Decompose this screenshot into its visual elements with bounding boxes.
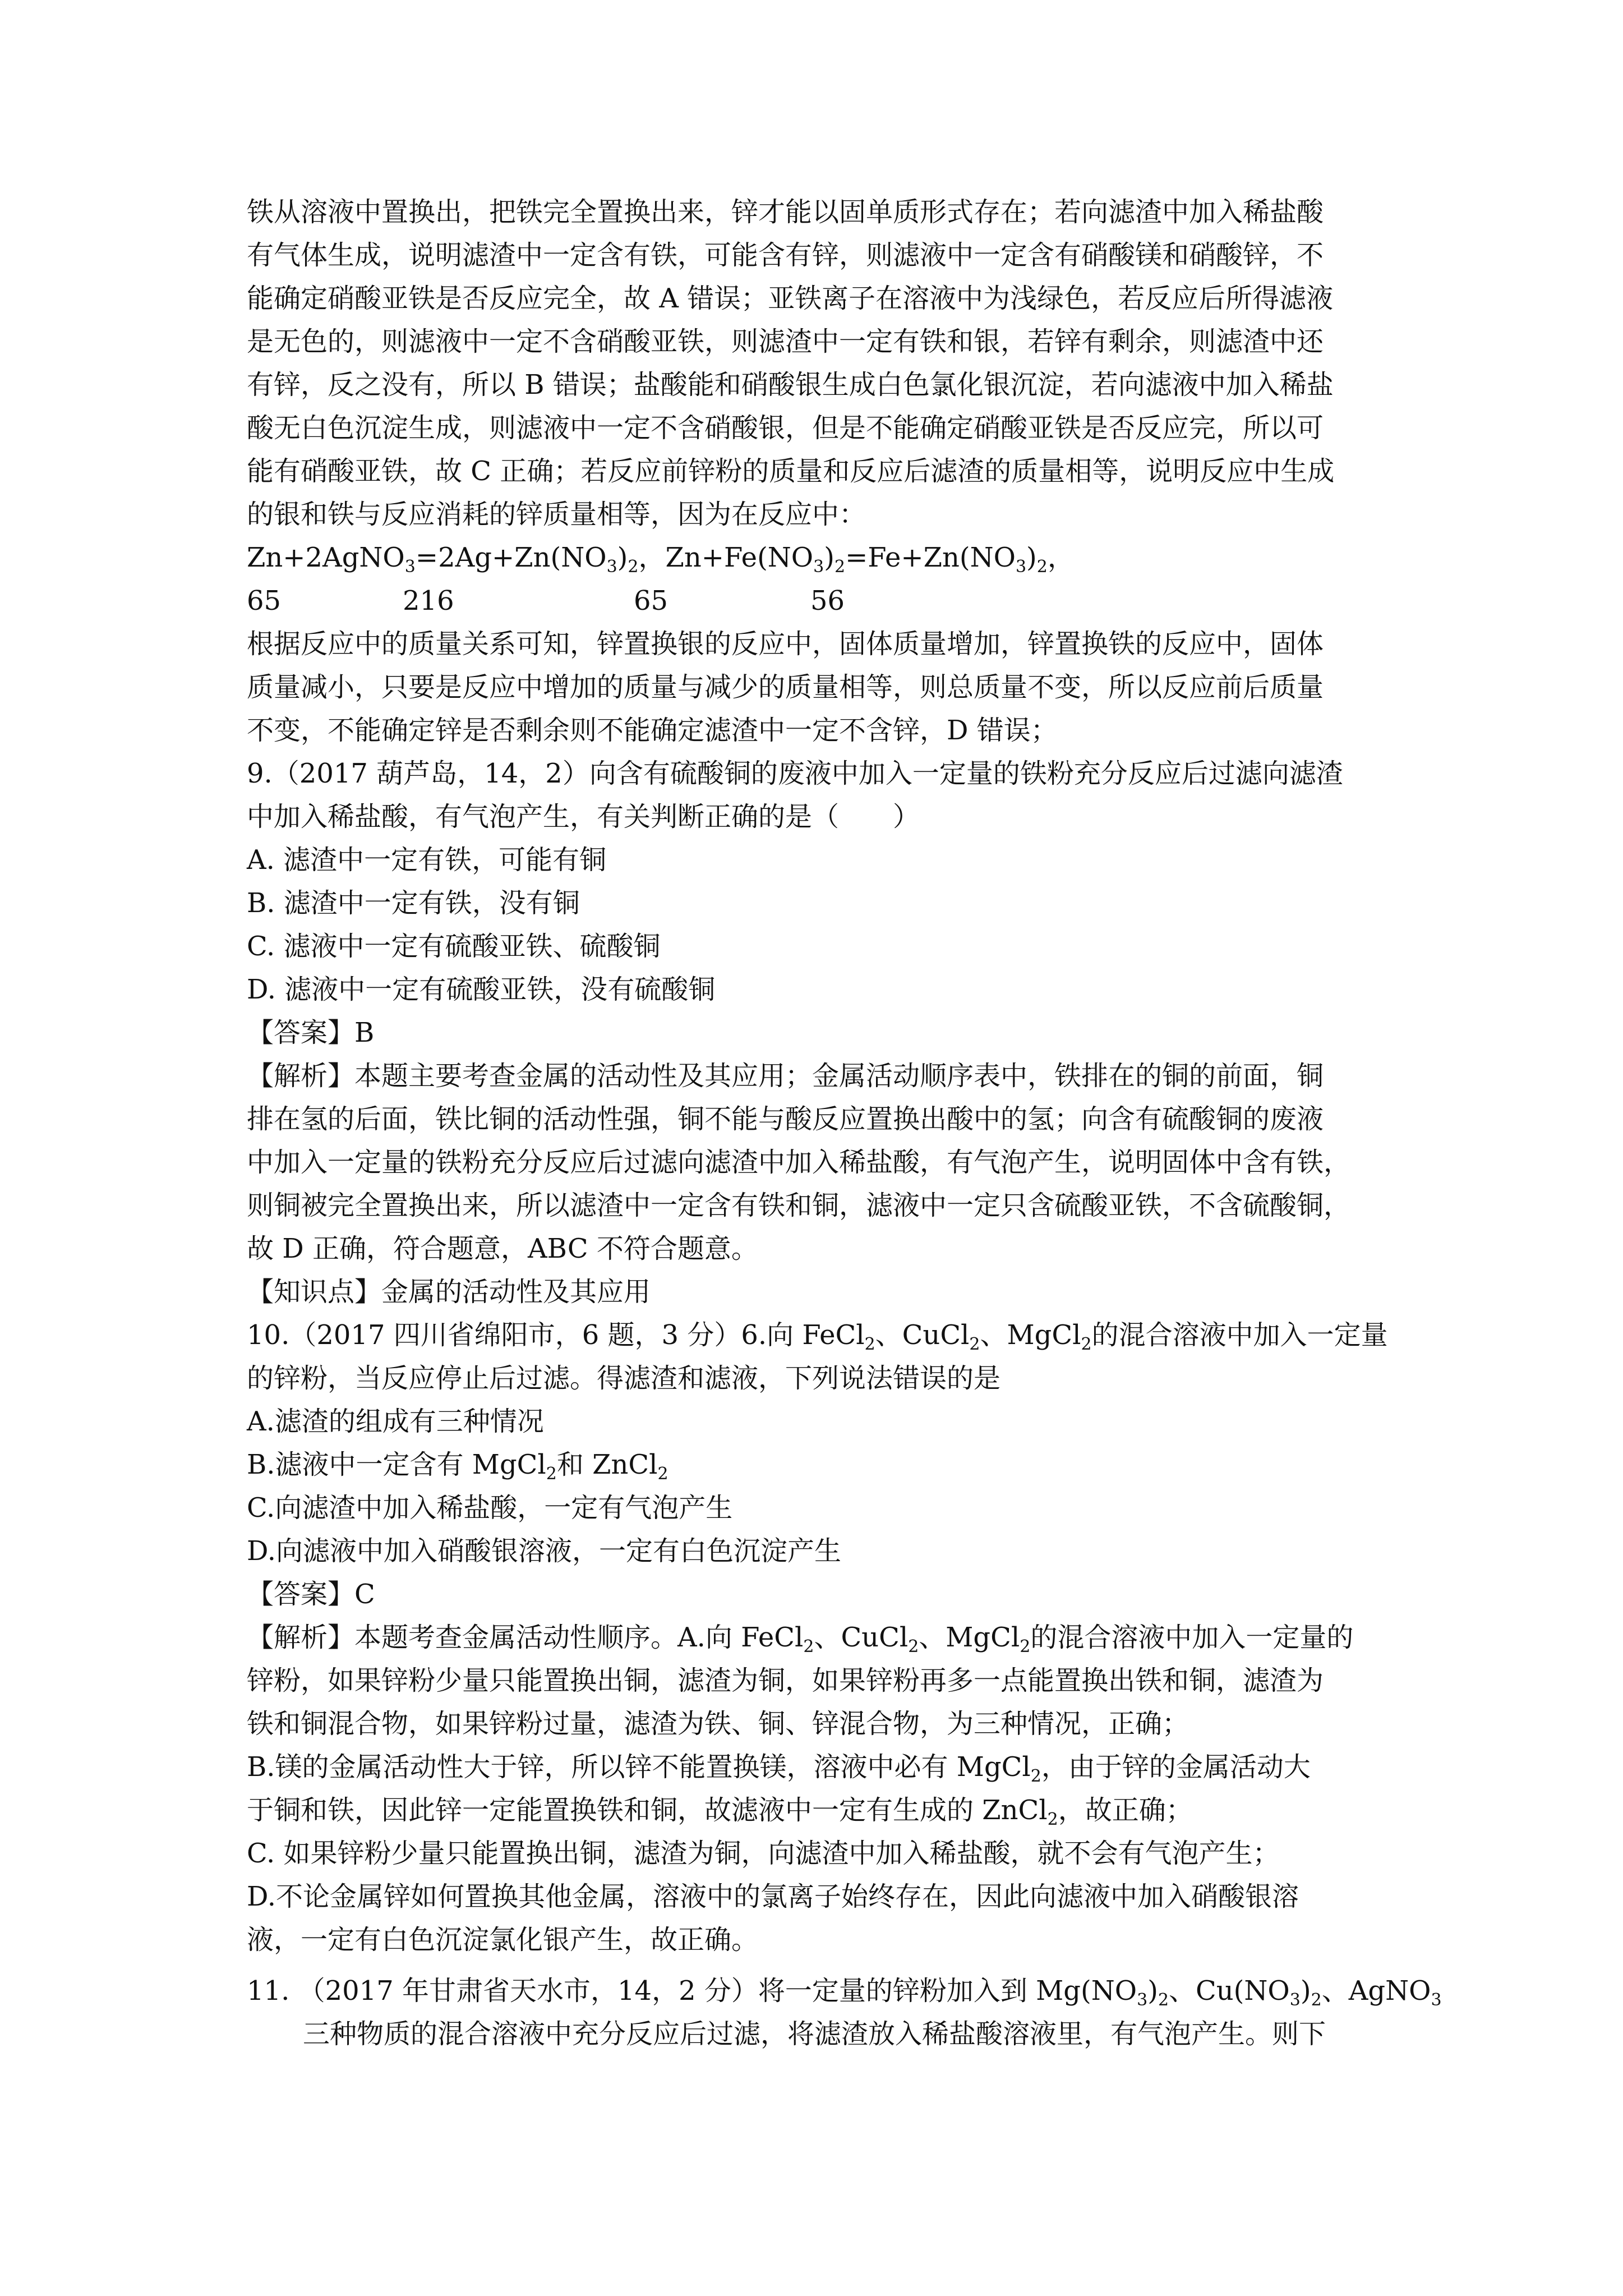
- text-line: 的银和铁与反应消耗的锌质量相等，因为在反应中：: [247, 499, 866, 530]
- mass-relation: [247, 579, 1396, 623]
- reaction-equation: $Zn+2AgNO_3=2Ag+Zn(NO_3)_2$，$Zn+Fe(NO_3)_2=Fe+Zn(NO_3)_2$，: [247, 542, 1075, 577]
- knowledge-point: 【知识点】金属的活动性及其应用: [247, 1276, 651, 1308]
- option-c: C. 滤液中一定有硫酸亚铁、硫酸铜: [247, 931, 661, 962]
- mass-value: 56: [810, 585, 845, 616]
- document-page: [247, 191, 1442, 2056]
- analysis-line: 液，一定有白色沉淀氯化银产生，故正确。: [247, 1924, 759, 1955]
- analysis-line: 【解析】本题主要考查金属的活动性及其应用；金属活动顺序表中，铁排在的铜的前面，铜: [247, 1060, 1324, 1092]
- question-stem: 9.（2017 葫芦岛，14，2）向含有硫酸铜的废液中加入一定量的铁粉充分反应后过滤向滤渣: [247, 758, 1343, 789]
- answer: 【答案】C: [247, 1579, 375, 1610]
- analysis-line: C. 如果锌粉少量只能置换出铜，滤渣为铜，向滤渣中加入稀盐酸，就不会有气泡产生；: [247, 1838, 1280, 1869]
- question-10: [247, 1314, 1396, 1962]
- text-line: 根据反应中的质量关系可知，锌置换银的反应中，固体质量增加，锌置换铁的反应中，固体: [247, 628, 1324, 660]
- mass-value: 216: [403, 585, 454, 616]
- text-line: 能有硝酸亚铁，故 C 正确；若反应前锌粉的质量和反应后滤渣的质量相等，说明反应中生成: [247, 455, 1335, 487]
- option-c: C.向滤渣中加入稀盐酸，一定有气泡产生: [247, 1492, 733, 1524]
- option-a: A.滤渣的组成有三种情况: [247, 1406, 544, 1437]
- question-stem: 中加入稀盐酸，有气泡产生，有关判断正确的是（ ）: [247, 801, 920, 832]
- option-b: B.滤液中一定含有 MgCl$_2$和 ZnCl$_2$: [247, 1449, 668, 1484]
- text-line: 有气体生成，说明滤渣中一定含有铁，可能含有锌，则滤液中一定含有硝酸镁和硝酸锌，不: [247, 240, 1324, 271]
- mass-value: 65: [634, 585, 668, 616]
- option-b: B. 滤渣中一定有铁，没有铜: [247, 887, 580, 919]
- analysis-line: 排在氢的后面，铁比铜的活动性强，铜不能与酸反应置换出酸中的氢；向含有硫酸铜的废液: [247, 1103, 1324, 1135]
- analysis-line: 锌粉，如果锌粉少量只能置换出铜，滤渣为铜，如果锌粉再多一点能置换出铁和铜，滤渣为: [247, 1665, 1324, 1696]
- analysis-line: 则铜被完全置换出来，所以滤渣中一定含有铁和铜，滤液中一定只含硫酸亚铁，不含硫酸铜，: [247, 1190, 1351, 1221]
- option-d: D. 滤液中一定有硫酸亚铁，没有硫酸铜: [247, 974, 716, 1005]
- text-line: 铁从溶液中置换出，把铁完全置换出来，锌才能以固单质形式存在；若向滤渣中加入稀盐酸: [247, 196, 1324, 228]
- answer: 【答案】B: [247, 1017, 375, 1048]
- analysis-line: 故 D 正确，符合题意，ABC 不符合题意。: [247, 1233, 758, 1264]
- para-continuation: [247, 191, 1396, 536]
- mass-value: 65: [247, 585, 282, 616]
- question-stem: 的锌粉，当反应停止后过滤。得滤渣和滤液，下列说法错误的是: [247, 1363, 1001, 1394]
- analysis-line: B.镁的金属活动性大于锌，所以锌不能置换镁，溶液中必有 MgCl$_2$，由于锌的金属活动大: [247, 1751, 1311, 1786]
- analysis-line: 中加入一定量的铁粉充分反应后过滤向滤渣中加入稀盐酸，有气泡产生，说明固体中含有铁，: [247, 1147, 1351, 1178]
- analysis-line: D.不论金属锌如何置换其他金属，溶液中的氯离子始终存在，因此向滤液中加入硝酸银溶: [247, 1881, 1299, 1912]
- text-line: 质量减小，只要是反应中增加的质量与减少的质量相等，则总质量不变，所以反应前后质量: [247, 671, 1324, 703]
- question-stem: 三种物质的混合溶液中充分反应后过滤，将滤渣放入稀盐酸溶液里，有气泡产生。则下: [303, 2018, 1326, 2050]
- option-d: D.向滤液中加入硝酸银溶液，一定有白色沉淀产生: [247, 1535, 842, 1567]
- text-line: 酸无白色沉淀生成，则滤液中一定不含硝酸银，但是不能确定硝酸亚铁是否反应完，所以可: [247, 412, 1324, 444]
- analysis-line: 于铜和铁，因此锌一定能置换铁和铜，故滤液中一定有生成的 ZnCl$_2$，故正确；: [247, 1795, 1193, 1829]
- text-line: 不变，不能确定锌是否剩余则不能确定滤渣中一定不含锌，D 错误；: [247, 715, 1058, 746]
- text-line: 能确定硝酸亚铁是否反应完全，故 A 错误；亚铁离子在溶液中为浅绿色，若反应后所得滤液: [247, 283, 1334, 314]
- text-line: 有锌，反之没有，所以 B 错误；盐酸能和硝酸银生成白色氯化银沉淀，若向滤液中加入稀盐: [247, 369, 1334, 401]
- question-11: [247, 1970, 1442, 2056]
- analysis-line: 铁和铜混合物，如果锌粉过量，滤渣为铁、铜、锌混合物，为三种情况，正确；: [247, 1708, 1189, 1740]
- question-stem: 10.（2017 四川省绵阳市，6 题，3 分）6.向 FeCl$_2$、CuCl$_2$、MgCl$_2$的混合溶液中加入一定量: [247, 1319, 1388, 1354]
- text-line: 是无色的，则滤液中一定不含硝酸亚铁，则滤渣中一定有铁和银，若锌有剩余，则滤渣中还: [247, 326, 1324, 357]
- para-conclusion: [247, 623, 1396, 752]
- option-a: A. 滤渣中一定有铁，可能有铜: [247, 844, 607, 876]
- analysis-line: 【解析】本题考查金属活动性顺序。A.向 FeCl$_2$、CuCl$_2$、MgCl$_2$的混合溶液中加入一定量的: [247, 1622, 1354, 1657]
- question-9: [247, 752, 1396, 1314]
- question-stem: 11. （2017 年甘肃省天水市，14，2 分）将一定量的锌粉加入到 $Mg(NO_3)_2$、$Cu(NO_3)_2$、AgNO$_3$: [247, 1975, 1442, 2010]
